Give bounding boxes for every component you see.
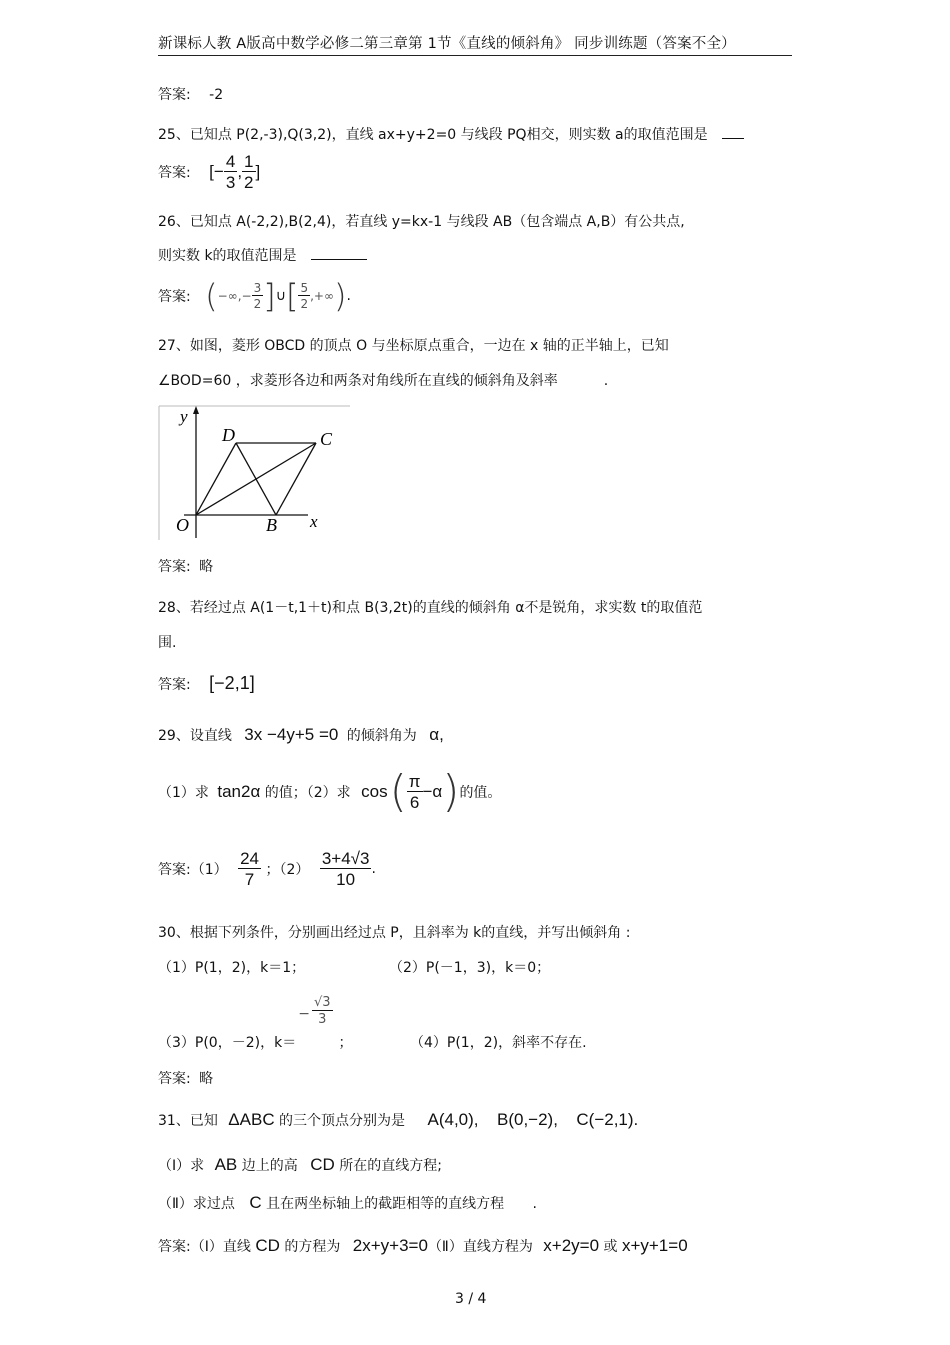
- question-25: [158, 124, 744, 144]
- y-axis-arrow: [193, 406, 199, 414]
- question-31-part2: （Ⅱ）求过点 C 且在两坐标轴上的截距相等的直线方程 .: [158, 1193, 537, 1212]
- cd-equation: 2x+y+3=0: [352, 1236, 428, 1255]
- answer-28: [158, 673, 255, 694]
- question-26-line2: 则实数 k的取值范围是: [158, 245, 367, 265]
- fraction-3-plus-4root3-over-10: $\frac{3+4√3}{10}$: [321, 849, 370, 889]
- question-27-line2: ∠BOD=60 ，求菱形各边和两条对角线所在直线的倾斜角及斜率 .: [158, 373, 609, 389]
- rhombus-figure: [158, 404, 352, 542]
- question-29-line2: （1）求 tan2α 的值；（2）求 cos( $\frac{\pi}{6}$ −α)的值。: [158, 766, 502, 817]
- minus-sign: −: [213, 162, 224, 181]
- answer-26: 答案: (−∞,− $\frac{3}{2}$ ]∪[ $\frac{5}{2}$ ,+∞).: [158, 277, 351, 315]
- edge-CB: [276, 443, 316, 515]
- answer-blank: [311, 258, 367, 260]
- question-text: 25、已知点 P(2,-3),Q(3,2)，直线 ax+y+2=0 与线段 PQ相交，则实数 a的取值范围是: [158, 127, 708, 143]
- fraction-3-2: $\frac{3}{2}$: [253, 281, 262, 311]
- union-sign: ∪: [275, 288, 286, 304]
- question-30-line1: 30、根据下列条件，分别画出经过点 P，且斜率为 k的直线，并写出倾斜角 :: [158, 925, 631, 941]
- question-30-case4: （4）P(1，2)，斜率不存在.: [410, 1035, 587, 1051]
- question-30-case2: （2）P(－1，3)，k＝0；: [389, 960, 551, 976]
- fraction-pi-6: $\frac{\pi}{6}$: [408, 772, 421, 812]
- question-27-line1: 27、如图，菱形 OBCD 的顶点 O 与坐标原点重合，一边在 x 轴的正半轴上，已知: [158, 338, 669, 354]
- vertex-c: C(−2,1).: [576, 1110, 639, 1129]
- answer-24: [158, 84, 223, 104]
- label-x: x: [310, 512, 318, 531]
- answer-27: [158, 556, 213, 576]
- answer-25: [158, 153, 260, 191]
- question-30-case1: （1）P(1，2)，k＝1；: [158, 960, 306, 976]
- answer-label: 答案:: [158, 87, 191, 103]
- answer-label: 答案:: [158, 559, 191, 575]
- edge-OD: [196, 443, 236, 515]
- fraction-root3-3: $\frac{√3}{3}$: [313, 995, 331, 1027]
- question-26-line1: 26、已知点 A(-2,2),B(2,4)，若直线 y=kx-1 与线段 AB（包含端点 A,B）有公共点,: [158, 214, 685, 230]
- answer-label: 答案:: [158, 289, 191, 305]
- vertex-a: A(4,0),: [427, 1110, 479, 1129]
- label-B: B: [266, 515, 277, 535]
- line-equation-2: x+y+1=0: [621, 1236, 688, 1255]
- line-equation-1: x+2y=0: [543, 1236, 600, 1255]
- triangle-abc: ΔABC: [228, 1110, 275, 1129]
- fraction-1-2: $\frac{1}{2}$: [244, 152, 254, 192]
- answer-value: [−2,1]: [209, 673, 255, 693]
- fraction-5-2: $\frac{5}{2}$: [300, 281, 309, 311]
- question-29-line1: 29、设直线 3x −4y+5 =0 的倾斜角为 α,: [158, 725, 444, 744]
- answer-30: [158, 1068, 213, 1088]
- bracket-open: [: [209, 162, 214, 181]
- answer-label: 答案:: [158, 165, 191, 181]
- line-equation: 3x −4y+5 =0: [244, 725, 339, 744]
- fraction-24-7: $\frac{24}{7}$: [240, 849, 259, 889]
- answer-value: 略: [199, 559, 214, 575]
- fraction-4-3: $\frac{4}{3}$: [225, 152, 236, 192]
- page-number: 3 / 4: [455, 1291, 487, 1307]
- diagonal-DB: [236, 443, 276, 515]
- comma: ,: [237, 162, 243, 181]
- paren-open: (: [205, 277, 218, 315]
- answer-label: 答案:: [158, 677, 191, 693]
- label-y: y: [180, 407, 188, 426]
- label-C: C: [320, 429, 333, 449]
- answer-value: -2: [209, 87, 224, 103]
- label-O: O: [176, 515, 189, 535]
- neg-infinity: −∞,−: [217, 289, 252, 303]
- answer-blank: [722, 137, 744, 139]
- answer-label: 答案:: [158, 1071, 191, 1087]
- pos-infinity: ,+∞: [310, 289, 334, 303]
- answer-value: 略: [199, 1071, 214, 1087]
- tan2alpha: tan2α: [217, 782, 261, 801]
- bracket-close: ]: [255, 162, 261, 181]
- answer-31: 答案:（Ⅰ）直线 CD 的方程为 2x+y+3=0（Ⅱ）直线方程为 x+2y=0 或 x+y+1=0: [158, 1236, 688, 1255]
- question-31-line1: 31、已知 ΔABC 的三个顶点分别为是 A(4,0), B(0,−2), C(−2,1).: [158, 1110, 639, 1129]
- question-28-line2: 围.: [158, 635, 177, 651]
- answer-label: 答案:（1）: [158, 862, 228, 878]
- question-30-case3: （3）P(0，－2)，k＝− $\frac{√3}{3}$ ；: [158, 995, 353, 1051]
- page-header: 新课标人教 A版高中数学必修二第三章第 1节《直线的倾斜角》 同步训练题（答案不全）: [158, 36, 736, 52]
- question-31-part1: （Ⅰ）求 AB 边上的高 CD 所在的直线方程;: [158, 1155, 442, 1174]
- vertex-b: B(0,−2),: [496, 1110, 558, 1129]
- label-D: D: [222, 425, 235, 445]
- question-28-line1: 28、若经过点 A(1－t,1＋t)和点 B(3,2t)的直线的倾斜角 α不是锐角，求实数 t的取值范: [158, 600, 703, 616]
- answer-29: 答案:（1） $\frac{24}{7}$ ；（2） $\frac{3+4√3}{10}$ .: [158, 849, 376, 889]
- header-rule: [158, 55, 792, 56]
